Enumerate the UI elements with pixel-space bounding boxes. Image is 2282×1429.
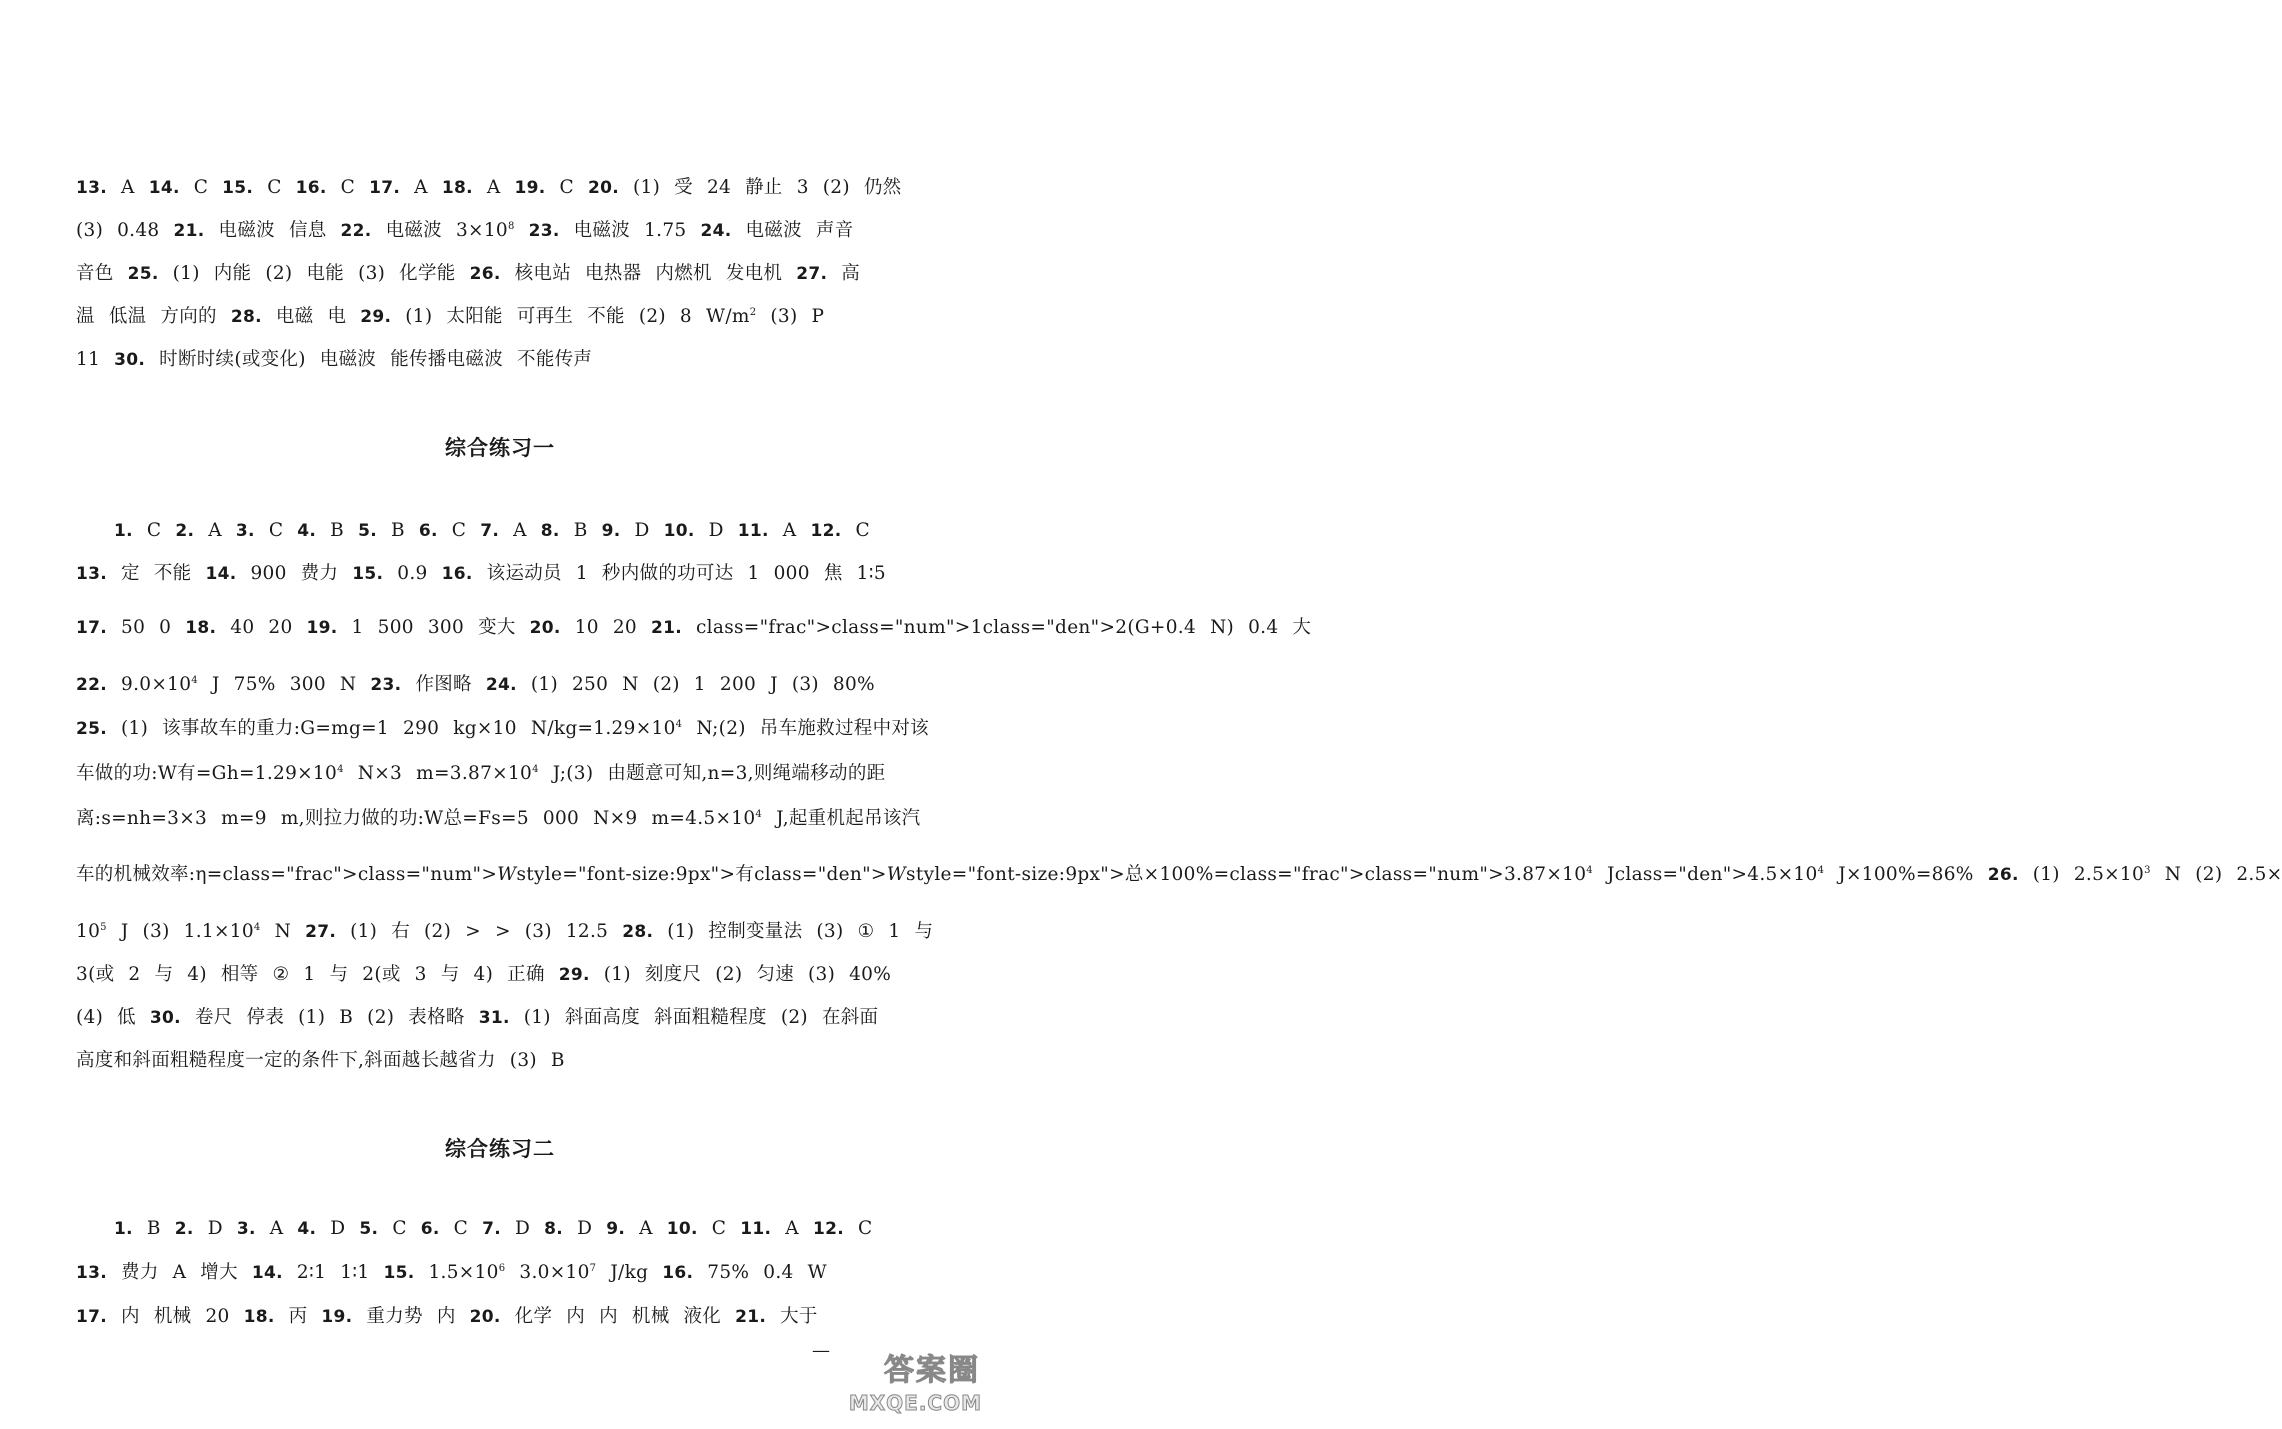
s2-line-10: 3(或 2 与 4) 相等 ② 1 与 2(或 3 与 4) 正确 29. (1) 刻度尺 (2) 匀速 (3) 40% bbox=[76, 964, 892, 985]
answer-line bbox=[76, 806, 956, 832]
s2-line-9: $10^5$ J (3) $1.1\times 10^4$ N 27. (1) 右 (2) > > (3) 12.5 28. (1) 控制变量法 (3) ① 1 与 bbox=[76, 921, 934, 942]
s2-line-11: (4) 低 30. 卷尺 停表 (1) B (2) 表格略 31. (1) 斜面高度 斜面粗糙程度 (2) 在斜面 bbox=[76, 1007, 879, 1028]
answer-line bbox=[76, 615, 1312, 641]
answer-line bbox=[76, 716, 956, 742]
answer-line bbox=[76, 347, 956, 373]
answer-line bbox=[76, 561, 956, 587]
answer-line bbox=[76, 1260, 956, 1286]
s1-line-1: 13. A 14. C 15. C 16. C 17. A 18. A 19. C 20. (1) 受 24 静止 3 (2) 仍然 bbox=[76, 177, 902, 198]
s2-line-8: 车的机械效率:η=class="frac">class="num">Wstyle="font-size:9px">有class="den">Wstyle="font-size:9px">总$\times 100\%=class="frac">class="num">3.87\times 10^4$ $Jclass="den">4.5\times 10^4$ J×100%=86% 26. (1) $2.5\times 10^3$ N (2) 2.5× bbox=[76, 864, 2282, 885]
s2-line-12: 高度和斜面粗糙程度一定的条件下,斜面越长越省力 (3) B bbox=[76, 1050, 565, 1071]
section-title: 综合练习一 bbox=[445, 436, 555, 460]
s2-line-7: 离:s=nh=3×3 m=9 m,则拉力做的功:W总=Fs=5 000 N×9 $m=4.5\times 10^4$ J,起重机起吊该汽 bbox=[76, 808, 921, 829]
answer-line bbox=[76, 862, 2282, 888]
answer-line bbox=[76, 175, 956, 201]
answer-line bbox=[76, 304, 956, 330]
watermark-top: 答案圈 bbox=[884, 1353, 980, 1388]
watermark-bottom: MXQE.COM bbox=[848, 1391, 982, 1415]
answer-line bbox=[76, 919, 956, 945]
page-mark: — bbox=[812, 1340, 830, 1361]
s1-line-4: 温 低温 方向的 28. 电磁 电 29. (1) 太阳能 可再生 不能 (2) 8 $W/m^2$ (3) P bbox=[76, 306, 825, 327]
s1-line-3: 音色 25. (1) 内能 (2) 电能 (3) 化学能 26. 核电站 电热器 内燃机 发电机 27. 高 bbox=[76, 263, 861, 284]
answer-line bbox=[76, 1048, 956, 1074]
s2-line-5: 25. (1) 该事故车的重力:G=mg=1 290 kg×10 $N/kg=1.29\times 10^4$ N;(2) 吊车施救过程中对该 bbox=[76, 718, 929, 739]
s1-line-5: 11 30. 时断时续(或变化) 电磁波 能传播电磁波 不能传声 bbox=[76, 349, 593, 370]
answer-line bbox=[76, 1005, 956, 1031]
answer-line bbox=[76, 1304, 956, 1330]
s2-line-3: 17. 50 0 18. 40 20 19. 1 500 300 变大 20. 10 20 21. class="frac">class="num">1class="den">2(G+0.4 N) 0.4 大 bbox=[76, 617, 1312, 638]
s2-line-4: 22. $9.0\times 10^4$ J 75% 300 N 23. 作图略 24. (1) 250 N (2) 1 200 J (3) 80% bbox=[76, 674, 875, 695]
s3-line-1: 1. B 2. D 3. A 4. D 5. C 6. C 7. D 8. D 9. A 10. C 11. A 12. C bbox=[114, 1218, 873, 1239]
s1-line-2: (3) 0.48 21. 电磁波 信息 22. 电磁波 $3\times 10^8$ 23. 电磁波 1.75 24. 电磁波 声音 bbox=[76, 220, 854, 241]
answer-line bbox=[114, 1216, 994, 1242]
s3-line-3: 17. 内 机械 20 18. 丙 19. 重力势 内 20. 化学 内 内 机械 液化 21. 大于 bbox=[76, 1306, 818, 1327]
answer-line bbox=[114, 518, 994, 544]
watermark-logo bbox=[796, 1345, 986, 1415]
answer-line bbox=[76, 962, 956, 988]
s2-line-2: 13. 定 不能 14. 900 费力 15. 0.9 16. 该运动员 1 秒内做的功可达 1 000 焦 1∶5 bbox=[76, 563, 886, 584]
answer-line bbox=[76, 672, 956, 698]
s2-line-1: 1. C 2. A 3. C 4. B 5. B 6. C 7. A 8. B 9. D 10. D 11. A 12. C bbox=[114, 520, 870, 541]
answer-line bbox=[76, 761, 956, 787]
answer-line bbox=[76, 218, 956, 244]
s2-line-6: 车做的功:W有$=Gh=1.29\times 10^4$ N×3 $m=3.87\times 10^4$ J;(3) 由题意可知,n=3,则绳端移动的距 bbox=[76, 763, 886, 784]
s3-line-2: 13. 费力 A 增大 14. 2∶1 1∶1 15. $1.5\times 10^6$ $3.0\times 10^7$ J/kg 16. 75% 0.4 W bbox=[76, 1262, 827, 1283]
section-title: 综合练习二 bbox=[445, 1137, 555, 1161]
answer-line bbox=[76, 261, 956, 287]
